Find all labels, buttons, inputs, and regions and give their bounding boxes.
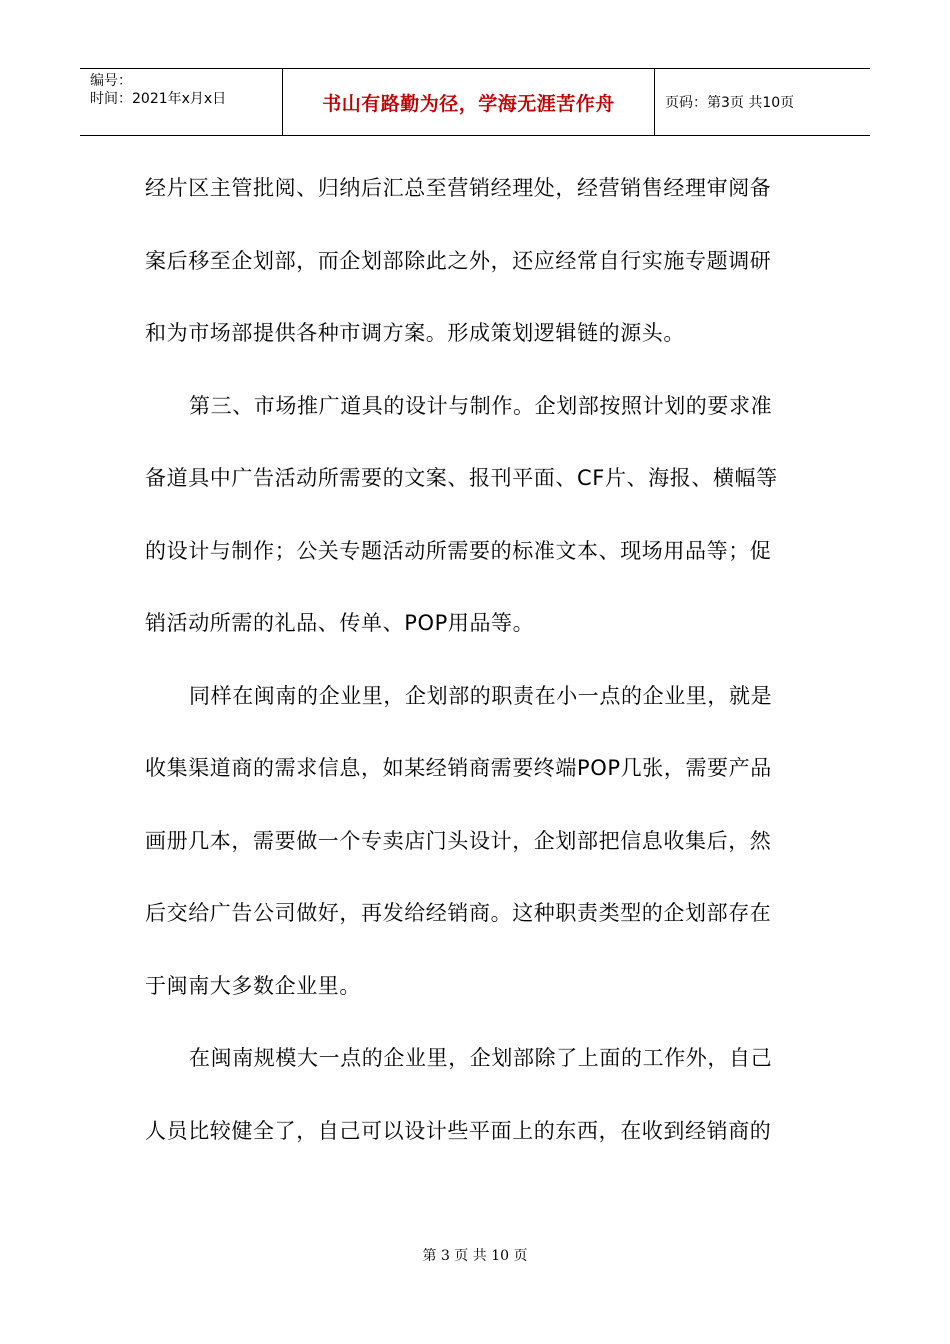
document-time-label: 时间：2021年x月x日 xyxy=(90,91,227,107)
body-text-line: 在闽南规模大一点的企业里，企划部除了上面的工作外，自己 xyxy=(189,1046,773,1070)
document-body xyxy=(145,160,810,1175)
body-text-line: 第三、市场推广道具的设计与制作。企划部按照计划的要求准 xyxy=(189,393,773,418)
header-meta-cell xyxy=(80,69,283,135)
body-text-line: 收集渠道商的需求信息，如某经销商需要终端POP几张，需要产品 xyxy=(145,756,772,780)
header-page-cell xyxy=(655,69,870,135)
body-text-line: 后交给广告公司做好，再发给经销商。这种职责类型的企划部存在 xyxy=(145,901,772,925)
document-number-label: 编号： xyxy=(90,73,132,89)
body-text-line: 同样在闽南的企业里，企划部的职责在小一点的企业里，就是 xyxy=(189,683,773,708)
body-text-line: 和为市场部提供各种市调方案。形成策划逻辑链的源头。 xyxy=(145,321,685,345)
body-text-line: 备道具中广告活动所需要的文案、报刊平面、CF片、海报、横幅等 xyxy=(145,466,778,490)
body-text-line: 画册几本，需要做一个专卖店门头设计，企划部把信息收集后，然 xyxy=(145,828,772,853)
header-motto: 书山有路勤为径，学海无涯苦作舟 xyxy=(322,92,615,115)
body-text-line: 于闽南大多数企业里。 xyxy=(145,973,361,998)
page-footer: 第 3 页 共 10 页 xyxy=(422,1248,528,1264)
body-text-line: 的设计与制作；公关专题活动所需要的标准文本、现场用品等；促 xyxy=(145,538,772,563)
header-motto-cell xyxy=(283,69,655,135)
body-text-line: 案后移至企划部，而企划部除此之外，还应经常自行实施专题调研 xyxy=(145,248,772,273)
body-text-line: 人员比较健全了，自己可以设计些平面上的东西，在收到经销商的 xyxy=(145,1118,772,1143)
document-header xyxy=(80,68,870,136)
body-text-line: 经片区主管批阅、归纳后汇总至营销经理处，经营销售经理审阅备 xyxy=(145,176,772,200)
body-text-line: 销活动所需的礼品、传单、POP用品等。 xyxy=(145,611,535,635)
header-page-info: 页码：第3页 共10页 xyxy=(665,95,795,111)
